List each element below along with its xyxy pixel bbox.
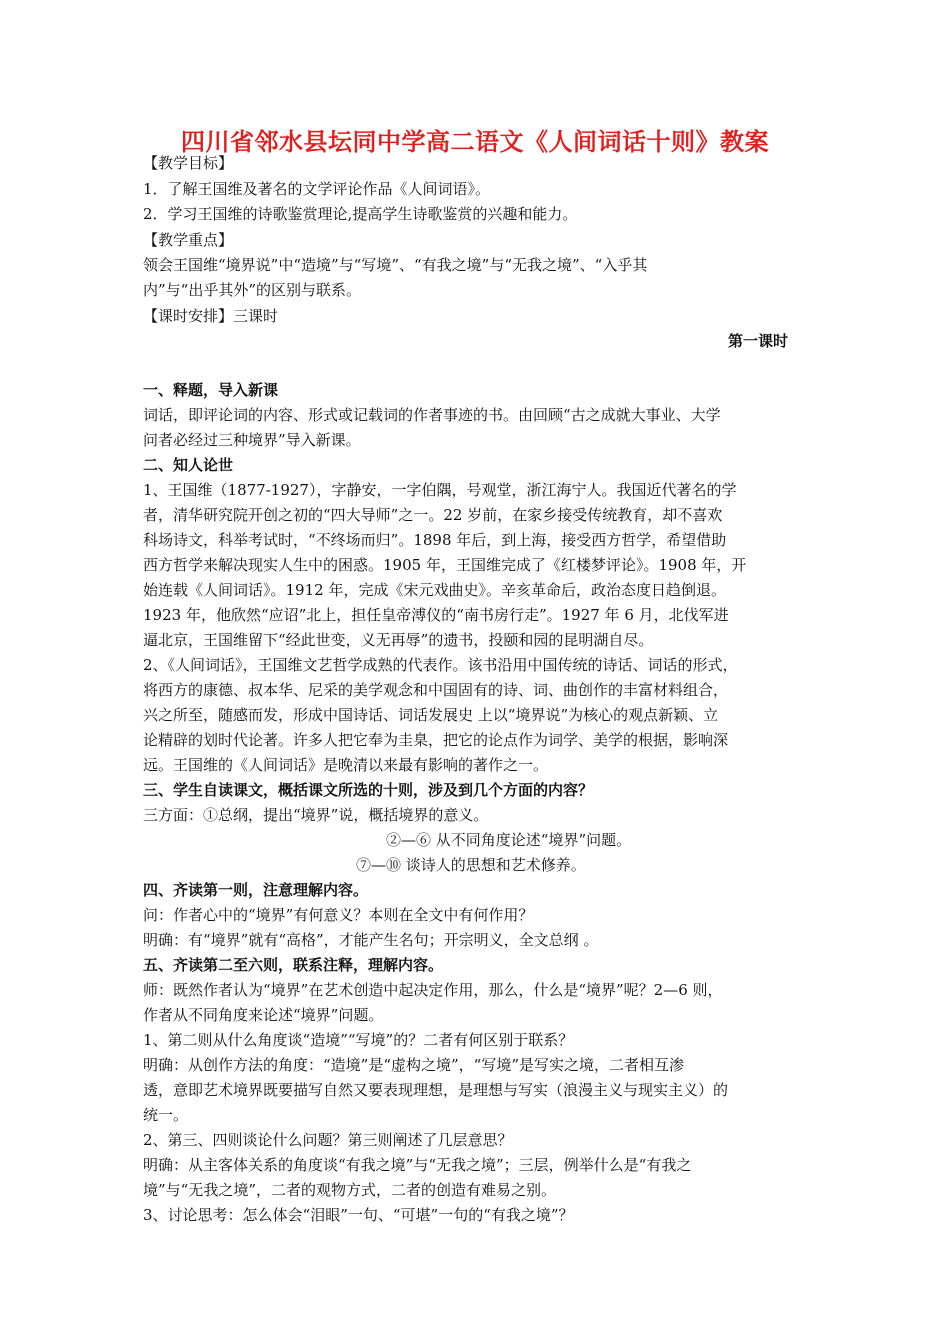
text-line: 始连载《人间词话》。1912 年，完成《宋元戏曲史》。辛亥革命后，政治态度日趋倒退。 — [143, 581, 726, 599]
text-line: 西方哲学来解决现实人生中的困惑。1905 年，王国维完成了《红楼梦评论》。1908 年，开 — [143, 556, 747, 574]
text-line: 1923 年，他欣然“应诏”北上，担任皇帝溥仪的“南书房行走”。1927 年 6 月，北伐军进 — [143, 606, 729, 624]
text-line: 2．学习王国维的诗歌鉴赏理论,提高学生诗歌鉴赏的兴趣和能力。 — [143, 205, 578, 223]
section-heading: 一、释题，导入新课 — [143, 381, 279, 399]
section-heading: 五、齐读第二至六则，联系注释，理解内容。 — [143, 956, 444, 974]
text-line: 问者必经过三种境界”导入新课。 — [143, 431, 361, 449]
text-line: 明确：从创作方法的角度：“造境”是“虚构之境”，“写境”是写实之境，二者相互渗 — [143, 1056, 685, 1074]
text-line: ②—⑥ 从不同角度论述“境界”问题。 — [386, 831, 632, 849]
text-line: 3、讨论思考：怎么体会“泪眼”一句、“可堪”一句的“有我之境”？ — [143, 1206, 574, 1224]
text-line: 论精辟的划时代论著。许多人把它奉为圭臬，把它的论点作为词学、美学的根据，影响深 — [143, 731, 729, 749]
text-line: 内”与“出乎其外”的区别与联系。 — [143, 281, 362, 299]
text-line: 作者从不同角度来论述“境界”问题。 — [143, 1006, 384, 1024]
text-line: 明确：有“境界”就有“高格”，才能产生名句；开宗明义，全文总纲 。 — [143, 931, 599, 949]
text-line: 明确：从主客体关系的角度谈“有我之境”与“无我之境”；三层，例举什么是“有我之 — [143, 1156, 692, 1174]
text-line: 师：既然作者认为“境界”在艺术创造中起决定作用，那么，什么是“境界”呢？2—6 则， — [143, 981, 723, 999]
text-line: 境”与“无我之境”，二者的观物方式，二者的创造有难易之别。 — [143, 1181, 557, 1199]
text-line: 1、王国维（1877-1927），字静安，一字伯隅，号观堂，浙江海宁人。我国近代著名的学 — [143, 481, 737, 499]
lesson-heading: 第一课时 — [727, 332, 788, 350]
section-label-objectives: 【教学目标】 — [143, 154, 234, 172]
text-line: ⑦—⑩ 谈诗人的思想和艺术修养。 — [356, 856, 586, 874]
text-line: 透，意即艺术境界既要描写自然又要表现理想，是理想与写实（浪漫主义与现实主义）的 — [143, 1081, 729, 1099]
text-line: 2、第三、四则谈论什么问题？第三则阐述了几层意思？ — [143, 1131, 513, 1149]
section-label-schedule: 【课时安排】三课时 — [143, 307, 279, 325]
section-heading: 四、齐读第一则，注意理解内容。 — [143, 881, 369, 899]
text-line: 1、第二则从什么角度谈“造境”“写境”的？二者有何区别于联系？ — [143, 1031, 574, 1049]
text-line: 统一。 — [143, 1106, 189, 1124]
text-line: 者，清华研究院开创之初的“四大导师”之一。22 岁前，在家乡接受传统教育，却不喜欢 — [143, 506, 723, 524]
text-line: 科场诗文，科举考试时，“不终场而归”。1898 年后，到上海，接受西方哲学，希望借助 — [143, 531, 727, 549]
text-line: 将西方的康德、叔本华、尼采的美学观念和中国固有的诗、词、曲创作的丰富材料组合， — [143, 681, 729, 699]
section-heading: 二、知人论世 — [143, 456, 234, 474]
text-line: 远。王国维的《人间词话》是晚清以来最有影响的著作之一。 — [143, 756, 549, 774]
text-line: 三方面：①总纲，提出“境界”说，概括境界的意义。 — [143, 806, 489, 824]
text-line: 2、《人间词话》，王国维文艺哲学成熟的代表作。该书沿用中国传统的诗话、词话的形式， — [143, 656, 738, 674]
section-label-focus: 【教学重点】 — [143, 231, 234, 249]
text-line: 1．了解王国维及著名的文学评论作品《人间词语》。 — [143, 180, 491, 198]
text-line: 问：作者心中的“境界”有何意义？本则在全文中有何作用？ — [143, 906, 534, 924]
section-heading: 三、学生自读课文，概括课文所选的十则，涉及到几个方面的内容？ — [143, 781, 594, 799]
document-title: 四川省邻水县坛同中学高二语文《人间词话十则》教案 — [181, 128, 769, 156]
text-line: 领会王国维“境界说”中“造境”与“写境”、“有我之境”与“无我之境”、“入乎其 — [143, 256, 648, 274]
text-line: 词话，即评论词的内容、形式或记载词的作者事迹的书。由回顾“古之成就大事业、大学 — [143, 406, 721, 424]
text-line: 兴之所至，随感而发，形成中国诗话、词话发展史 上以“境界说”为核心的观点新颖、立 — [143, 706, 719, 724]
text-line: 逼北京，王国维留下“经此世变，义无再辱”的遗书，投颐和园的昆明湖自尽。 — [143, 631, 654, 649]
